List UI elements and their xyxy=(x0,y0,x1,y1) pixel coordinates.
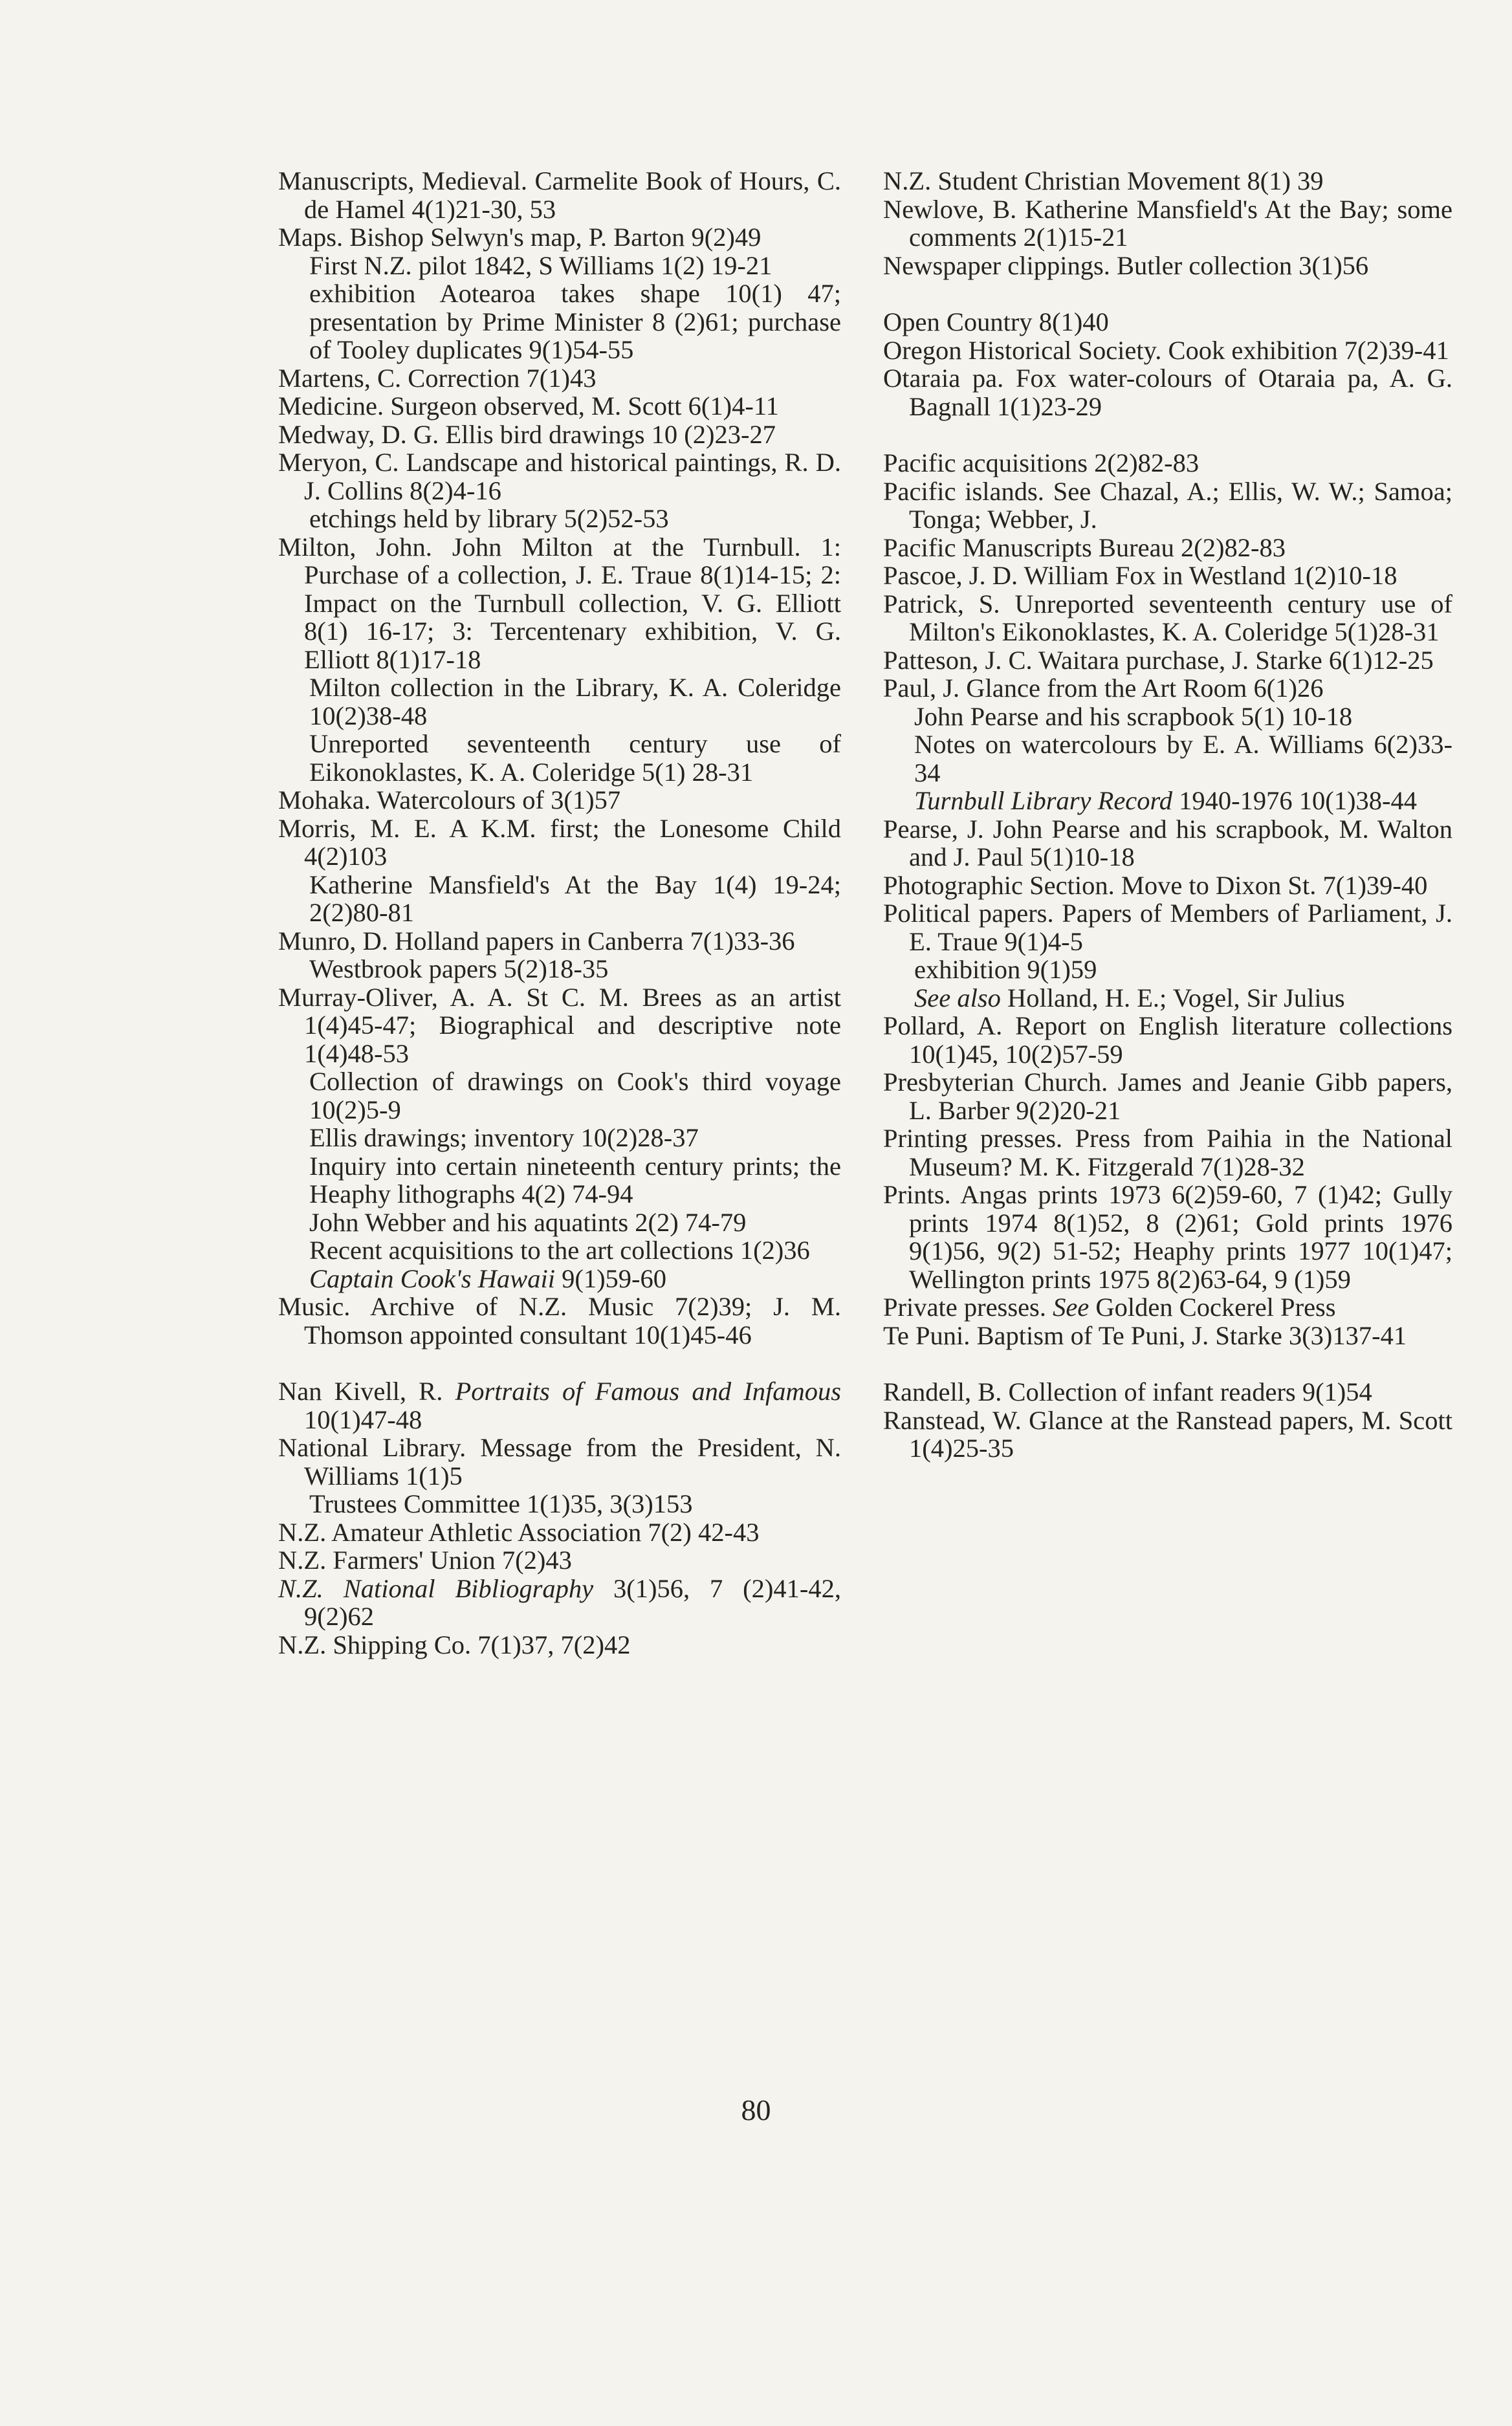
index-letter-gap xyxy=(278,1349,841,1377)
index-entry xyxy=(883,1378,1452,1406)
entry-text: Inquiry into certain nineteenth century prints; the Heaphy lithographs 4(2) 74-94 xyxy=(309,1151,841,1208)
index-subentry xyxy=(278,279,841,364)
entry-text: Milton collection in the Library, K. A. Coleridge 10(2)38-48 xyxy=(309,673,841,730)
index-entry xyxy=(883,646,1452,675)
entry-text: exhibition Aotearoa takes shape 10(1) 47; presentation by Prime Minister 8 (2)61; purchase of Tooley duplicates 9(1)54-55 xyxy=(309,279,841,364)
index-entry xyxy=(883,562,1452,590)
index-entry xyxy=(278,1631,841,1659)
entry-text: N.Z. Shipping Co. 7(1)37, 7(2)42 xyxy=(278,1630,631,1659)
index-entry xyxy=(883,674,1452,703)
index-entry xyxy=(883,336,1452,365)
index-entry xyxy=(883,534,1452,562)
entry-text: Munro, D. Holland papers in Canberra 7(1)33-36 xyxy=(278,926,795,956)
entry-text: Recent acquisitions to the art collections 1(2)36 xyxy=(309,1236,810,1265)
index-entry xyxy=(883,1181,1452,1293)
entry-text: Printing presses. Press from Paihia in the National Museum? M. K. Fitzgerald 7(1)28-32 xyxy=(883,1124,1452,1181)
entry-text: Ranstead, W. Glance at the Ranstead papers, M. Scott 1(4)25-35 xyxy=(883,1405,1452,1463)
index-subentry xyxy=(278,673,841,730)
index-subentry xyxy=(883,984,1452,1012)
entry-text: Martens, C. Correction 7(1)43 xyxy=(278,363,597,393)
entry-text: Pearse, J. John Pearse and his scrapbook, M. Walton and J. Paul 5(1)10-18 xyxy=(883,814,1452,871)
index-letter-gap xyxy=(883,1350,1452,1378)
entry-text: Newspaper clippings. Butler collection 3(1)56 xyxy=(883,250,1369,280)
entry-text: Open Country 8(1)40 xyxy=(883,307,1109,336)
entry-text: etchings held by library 5(2)52-53 xyxy=(309,504,669,533)
index-entry xyxy=(278,392,841,421)
index-entry xyxy=(278,1377,841,1434)
entry-text: N.Z. Farmers' Union 7(2)43 xyxy=(278,1546,572,1575)
entry-text: John Webber and his aquatints 2(2) 74-79 xyxy=(309,1207,747,1237)
italic-title-text: Portraits of Famous and Infamous xyxy=(455,1377,842,1406)
entry-text: Unreported seventeenth century use of Eikonoklastes, K. A. Coleridge 5(1) 28-31 xyxy=(309,729,841,787)
entry-text: Medicine. Surgeon observed, M. Scott 6(1)4-11 xyxy=(278,391,779,421)
entry-text: Medway, D. G. Ellis bird drawings 10 (2)23-27 xyxy=(278,419,776,449)
entry-text: Pacific islands. See Chazal, A.; Ellis, W. W.; Samoa; Tonga; Webber, J. xyxy=(883,476,1452,534)
index-subentry xyxy=(278,871,841,927)
index-entry xyxy=(883,364,1452,421)
index-entry xyxy=(883,1068,1452,1124)
index-entry xyxy=(883,871,1452,900)
entry-text: 1940-1976 10(1)38-44 xyxy=(1172,786,1417,815)
index-entry xyxy=(278,1575,841,1631)
index-subentry xyxy=(883,703,1452,731)
entry-text: Katherine Mansfield's At the Bay 1(4) 19-24; 2(2)80-81 xyxy=(309,869,841,927)
index-entry xyxy=(278,983,841,1068)
entry-text: First N.Z. pilot 1842, S Williams 1(2) 19-21 xyxy=(309,250,772,280)
index-subentry xyxy=(278,252,841,280)
index-entry xyxy=(883,1322,1452,1350)
index-subentry xyxy=(278,505,841,533)
index-letter-gap xyxy=(883,279,1452,308)
entry-text: Pascoe, J. D. William Fox in Westland 1(2)10-18 xyxy=(883,561,1397,590)
index-subentry xyxy=(278,1152,841,1208)
entry-text: Manuscripts, Medieval. Carmelite Book of Hours, C. de Hamel 4(1)21-30, 53 xyxy=(278,166,841,224)
index-entry xyxy=(883,590,1452,646)
index-entry xyxy=(883,1124,1452,1181)
index-entry xyxy=(278,533,841,674)
entry-prefix-text: Nan Kivell, R. xyxy=(278,1377,455,1406)
entry-text: Patrick, S. Unreported seventeenth century use of Milton's Eikonoklastes, K. A. Coleridge 5(1)28-31 xyxy=(883,589,1452,646)
italic-title-text: See xyxy=(1053,1293,1090,1322)
index-entry xyxy=(278,448,841,505)
index-entry xyxy=(883,449,1452,477)
entry-text: Pollard, A. Report on English literature collections 10(1)45, 10(2)57-59 xyxy=(883,1011,1452,1069)
entry-text: Patteson, J. C. Waitara purchase, J. Starke 6(1)12-25 xyxy=(883,645,1434,675)
italic-title-text: N.Z. National Bibliography xyxy=(278,1573,594,1603)
entry-text: Prints. Angas prints 1973 6(2)59-60, 7 (1)42; Gully prints 1974 8(1)52, 8 (2)61; Gold prints 1976 9(1)56, 9(2) 51-52; Heaphy prints 1977 10(1)47; Wellington prints 1975 8(2)63-64, 9 (1)59 xyxy=(883,1180,1452,1294)
entry-text: Music. Archive of N.Z. Music 7(2)39; J. M. Thomson appointed consultant 10(1)45-46 xyxy=(278,1292,841,1350)
entry-text: Collection of drawings on Cook's third voyage 10(2)5-9 xyxy=(309,1067,841,1124)
entry-text: N.Z. Amateur Athletic Association 7(2) 42-43 xyxy=(278,1517,760,1547)
entry-text: Presbyterian Church. James and Jeanie Gibb papers, L. Barber 9(2)20-21 xyxy=(883,1067,1452,1125)
index-entry xyxy=(278,927,841,956)
index-entry xyxy=(278,1293,841,1349)
index-entry xyxy=(278,364,841,393)
entry-text: Trustees Committee 1(1)35, 3(3)153 xyxy=(309,1489,693,1518)
index-entry xyxy=(278,223,841,252)
entry-text: Pacific Manuscripts Bureau 2(2)82-83 xyxy=(883,532,1286,562)
index-column-right xyxy=(883,167,1452,1463)
entry-text: Murray-Oliver, A. A. St C. M. Brees as an artist 1(4)45-47; Biographical and descriptive note 1(4)48-53 xyxy=(278,982,841,1068)
index-entry xyxy=(883,195,1452,252)
italic-title-text: See also xyxy=(914,983,1001,1012)
index-subentry xyxy=(278,730,841,786)
entry-text: N.Z. Student Christian Movement 8(1) 39 xyxy=(883,166,1324,195)
entry-text: Te Puni. Baptism of Te Puni, J. Starke 3(3)137-41 xyxy=(883,1320,1407,1350)
entry-text: Westbrook papers 5(2)18-35 xyxy=(309,954,609,983)
entry-text: Notes on watercolours by E. A. Williams 6(2)33-34 xyxy=(914,730,1452,787)
index-entry xyxy=(278,1434,841,1490)
entry-text: exhibition 9(1)59 xyxy=(914,955,1097,984)
entry-prefix-text: Private presses. xyxy=(883,1293,1053,1322)
entry-text: Photographic Section. Move to Dixon St. 7(1)39-40 xyxy=(883,870,1428,900)
entry-text: Holland, H. E.; Vogel, Sir Julius xyxy=(1000,983,1345,1012)
entry-text: Oregon Historical Society. Cook exhibition 7(2)39-41 xyxy=(883,335,1449,365)
entry-text: Pacific acquisitions 2(2)82-83 xyxy=(883,448,1200,477)
index-entry xyxy=(883,477,1452,534)
index-subentry xyxy=(278,1490,841,1518)
index-subentry xyxy=(883,787,1452,815)
index-entry xyxy=(883,1406,1452,1463)
index-entry xyxy=(278,421,841,449)
entry-text: Ellis drawings; inventory 10(2)28-37 xyxy=(309,1123,699,1152)
italic-title-text: Captain Cook's Hawaii xyxy=(309,1263,555,1293)
entry-text: 9(1)59-60 xyxy=(554,1263,667,1293)
index-entry xyxy=(278,167,841,223)
index-subentry xyxy=(278,1236,841,1265)
index-entry xyxy=(278,786,841,814)
entry-text: Political papers. Papers of Members of Parliament, J. E. Traue 9(1)4-5 xyxy=(883,899,1452,956)
index-entry xyxy=(278,1546,841,1575)
index-entry xyxy=(883,252,1452,280)
index-subentry xyxy=(278,955,841,983)
entry-text: Newlove, B. Katherine Mansfield's At the Bay; some comments 2(1)15-21 xyxy=(883,194,1452,252)
entry-text: John Pearse and his scrapbook 5(1) 10-18 xyxy=(914,701,1353,731)
index-entry xyxy=(883,1012,1452,1068)
index-subentry xyxy=(278,1067,841,1124)
entry-text: Maps. Bishop Selwyn's map, P. Barton 9(2)49 xyxy=(278,223,761,252)
index-entry xyxy=(278,1518,841,1547)
entry-text: 10(1)47-48 xyxy=(304,1404,422,1434)
page-number: 80 xyxy=(741,2093,771,2126)
entry-text: 3(1)56, 7 (2)41-42, 9(2)62 xyxy=(304,1573,842,1631)
index-subentry xyxy=(883,730,1452,787)
entry-text: Morris, M. E. A K.M. first; the Lonesome Child 4(2)103 xyxy=(278,813,841,871)
index-entry xyxy=(883,815,1452,871)
index-letter-gap xyxy=(883,421,1452,449)
entry-text: Otaraia pa. Fox water-colours of Otaraia pa, A. G. Bagnall 1(1)23-29 xyxy=(883,364,1452,421)
entry-text: Mohaka. Watercolours of 3(1)57 xyxy=(278,785,621,814)
entry-text: Meryon, C. Landscape and historical paintings, R. D. J. Collins 8(2)4-16 xyxy=(278,448,841,505)
entry-text: National Library. Message from the President, N. Williams 1(1)5 xyxy=(278,1433,841,1491)
index-entry xyxy=(883,308,1452,336)
index-entry xyxy=(883,1293,1452,1322)
index-subentry xyxy=(278,1124,841,1152)
index-subentry xyxy=(278,1265,841,1293)
index-subentry xyxy=(278,1208,841,1237)
entry-text: Milton, John. John Milton at the Turnbull. 1: Purchase of a collection, J. E. Traue 8(1)14-15; 2: Impact on the Turnbull collection, V. G. Elliott 8(1) 16-17; 3: Tercentenary exhibition, V. G. Elliott 8(1)17-18 xyxy=(278,532,841,674)
index-entry xyxy=(883,899,1452,956)
index-entry xyxy=(278,814,841,871)
index-entry xyxy=(883,167,1452,195)
index-subentry xyxy=(883,956,1452,984)
entry-text: Paul, J. Glance from the Art Room 6(1)26 xyxy=(883,673,1324,703)
entry-text: Randell, B. Collection of infant readers 9(1)54 xyxy=(883,1377,1372,1406)
entry-text: Golden Cockerel Press xyxy=(1089,1293,1336,1322)
index-column-left xyxy=(278,167,841,1659)
italic-title-text: Turnbull Library Record xyxy=(914,786,1173,815)
